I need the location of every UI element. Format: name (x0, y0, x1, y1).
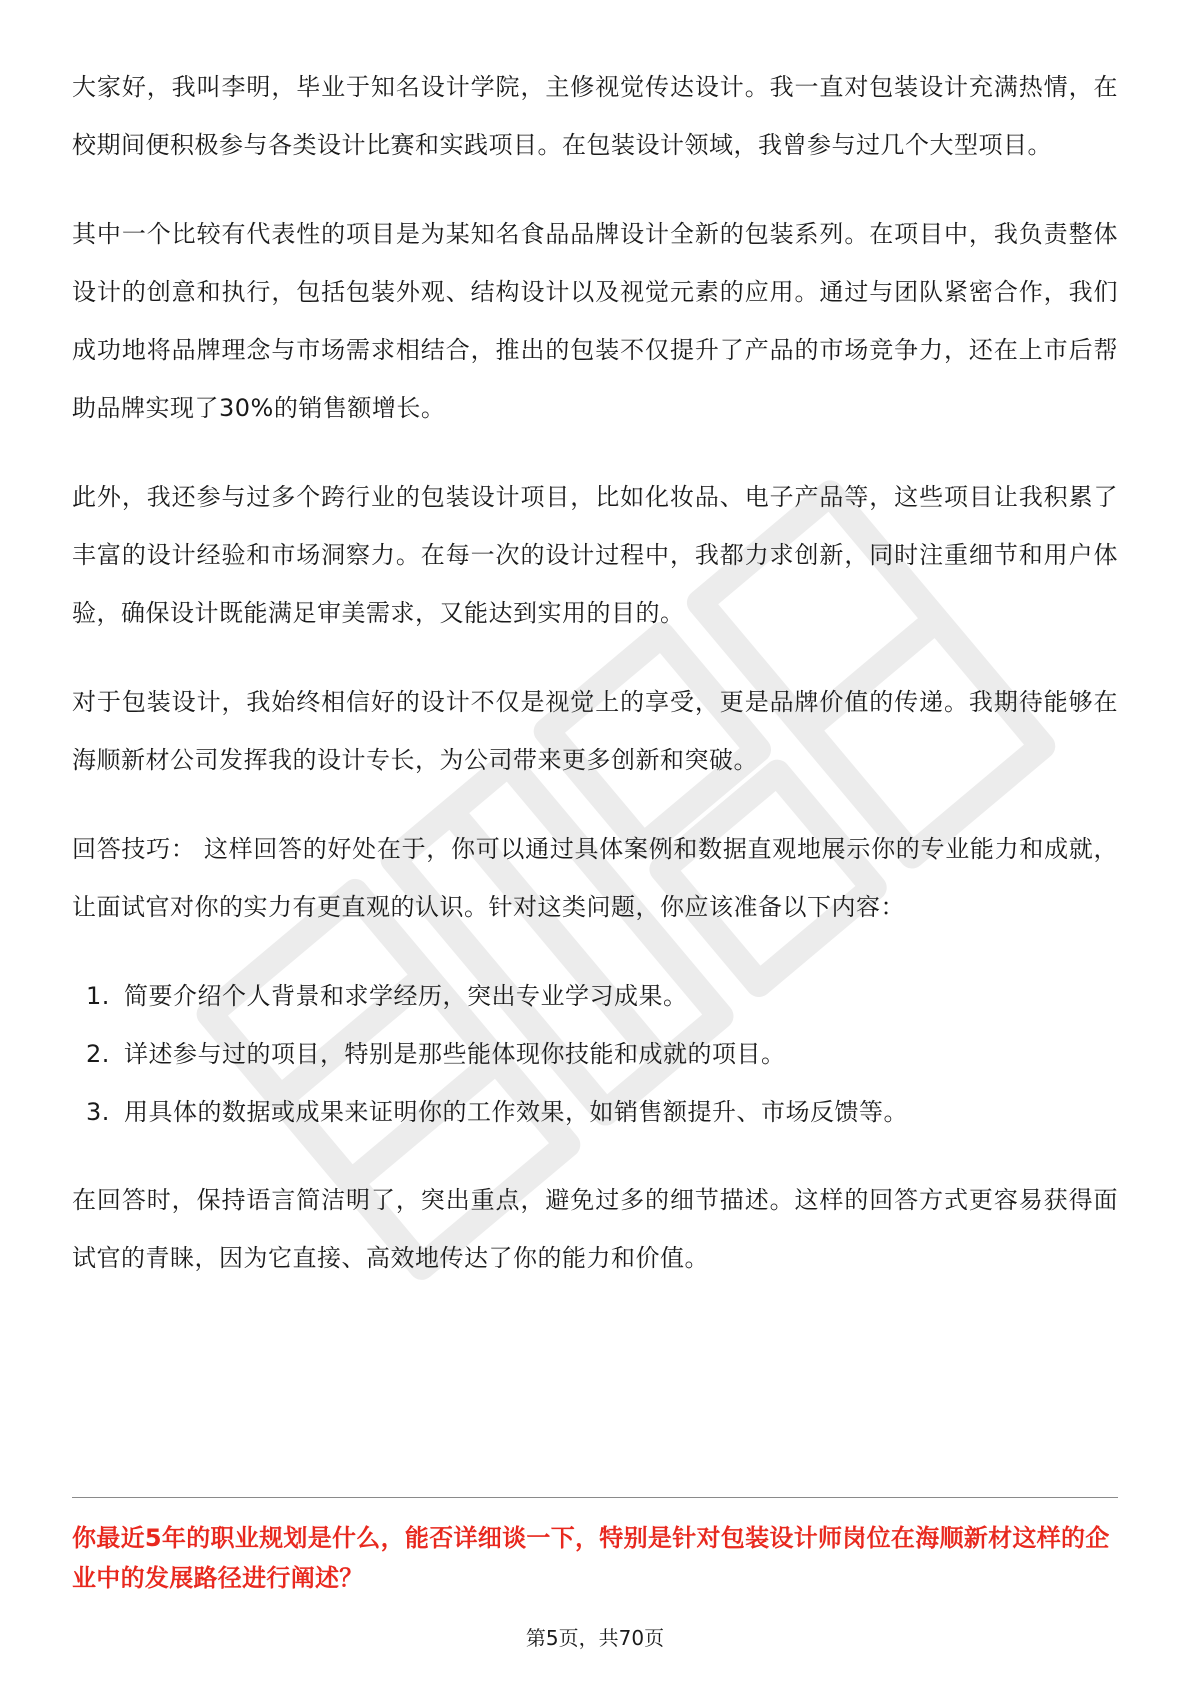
next-question-heading: 你最近5年的职业规划是什么，能否详细谈一下，特别是针对包装设计师岗位在海顺新材这样的企业中的发展路径进行阐述？ (72, 1524, 1110, 1592)
list-item-text: 简要介绍个人背景和求学经历，突出专业学习成果。 (124, 982, 688, 1010)
list-item-number: 3. (86, 1098, 110, 1126)
list-item (72, 967, 1118, 1025)
answer-tips-paragraph: 回答技巧： 这样回答的好处在于，你可以通过具体案例和数据直观地展示你的专业能力和成就，让面试官对你的实力有更直观的认识。针对这类问题，你应该准备以下内容： (72, 835, 1118, 921)
list-item (72, 1025, 1118, 1083)
section-divider (72, 1497, 1118, 1498)
belief-paragraph: 对于包装设计，我始终相信好的设计不仅是视觉上的享受，更是品牌价值的传递。我期待能够在海顺新材公司发挥我的设计专长，为公司带来更多创新和突破。 (72, 688, 1118, 774)
closing-paragraph: 在回答时，保持语言简洁明了，突出重点，避免过多的细节描述。这样的回答方式更容易获得面试官的青睐，因为它直接、高效地传达了你的能力和价值。 (72, 1186, 1118, 1272)
project-paragraph: 其中一个比较有代表性的项目是为某知名食品品牌设计全新的包装系列。在项目中，我负责整体设计的创意和执行，包括包装外观、结构设计以及视觉元素的应用。通过与团队紧密合作，我们成功地将品牌理念与市场需求相结合，推出的包装不仅提升了产品的市场竞争力，还在上市后帮助品牌实现了30%的销售额增长。 (72, 220, 1118, 422)
body-content (72, 58, 1118, 1318)
list-item-number: 2. (86, 1040, 110, 1068)
experience-paragraph: 此外，我还参与过多个跨行业的包装设计项目，比如化妆品、电子产品等，这些项目让我积累了丰富的设计经验和市场洞察力。在每一次的设计过程中，我都力求创新，同时注重细节和用户体验，确保设计既能满足审美需求，又能达到实用的目的。 (72, 483, 1118, 627)
intro-paragraph: 大家好，我叫李明，毕业于知名设计学院，主修视觉传达设计。我一直对包装设计充满热情，在校期间便积极参与各类设计比赛和实践项目。在包装设计领域，我曾参与过几个大型项目。 (72, 73, 1118, 159)
list-item-text: 用具体的数据或成果来证明你的工作效果，如销售额提升、市场反馈等。 (124, 1098, 908, 1126)
page-footer: 第5页，共70页 (525, 1626, 665, 1650)
list-item (72, 1083, 1118, 1141)
list-item-number: 1. (86, 982, 110, 1010)
list-item-text: 详述参与过的项目，特别是那些能体现你技能和成就的项目。 (124, 1040, 786, 1068)
tips-list (72, 967, 1118, 1141)
